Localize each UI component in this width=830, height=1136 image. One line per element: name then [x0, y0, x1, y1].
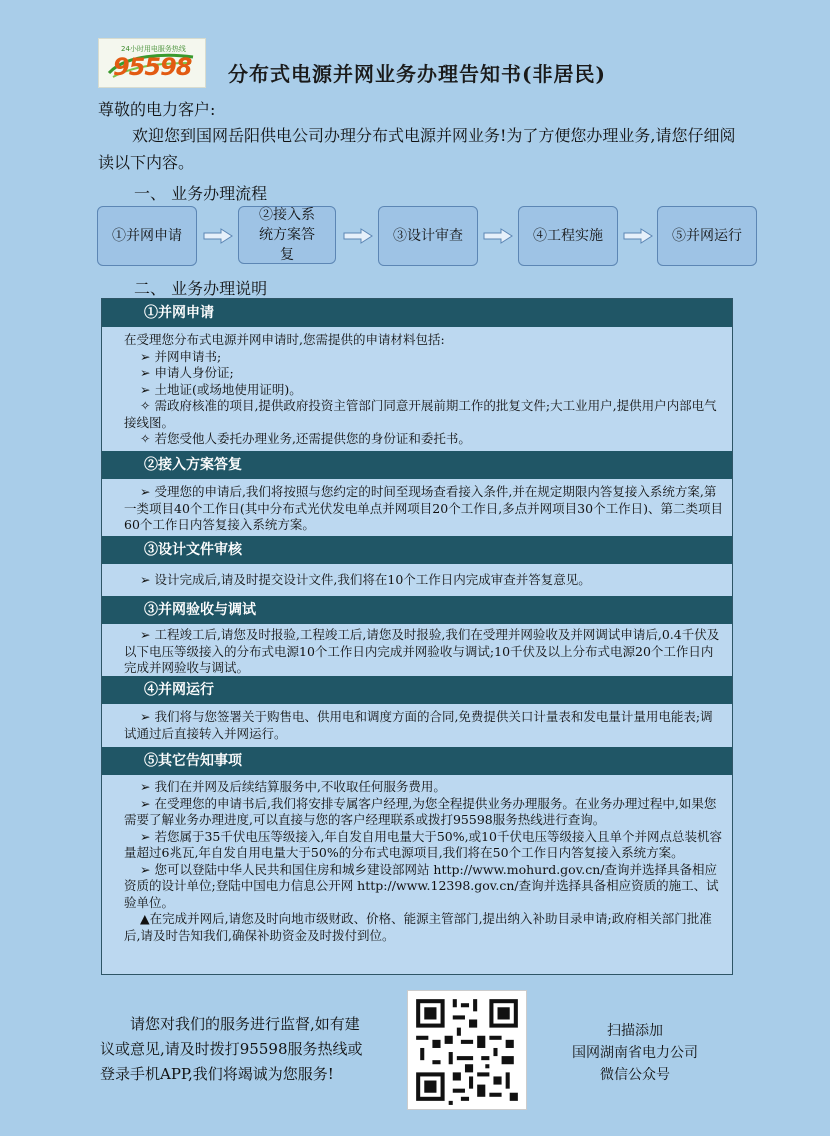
process-flow	[97, 206, 757, 266]
intro-paragraph: 欢迎您到国网岳阳供电公司办理分布式电源并网业务!为了方便您办理业务,请您仔细阅读以下内容。	[98, 126, 736, 172]
detail-body: ➢ 我们在并网及后续结算服务中,不收取任何服务费用。 ➢ 在受理您的申请书后,我们将安排专属客户经理,为您全程提供业务办理服务。在业务办理过程中,如果您需要了解业务办理进度,可以直接与您的客户经理联系或拨打95598服务热线进行查询。 ➢ 若您属于35千伏电压等级接入,年自发自用电量大于50%,或10千伏电压等级接入且单个并网点总装机容量超过6兆瓦,年自发自用电量大于50%的分布式电源项目,我们将在50个工作日内答复接入系统方案。 ➢ 您可以登陆中华人民共和国住房和城乡建设部网站 http://www.mohurd.gov.cn/查询并选择具备相应资质的设计单位;登陆中国电力信息公开网 http://www.12398.gov.cn/查询并选择具备相应资质的施工、试验单位。 ▲在完成并网后,请您及时向地市级财政、价格、能源主管部门,提出纳入补助目录申请;政府相关部门批准后,请及时告知我们,确保补助资金及时拨付到位。	[124, 779, 722, 943]
logo-tagline: 24小时用电服务热线	[121, 45, 186, 53]
footer-message: 请您对我们的服务进行监督,如有建议或意见,请及时拨打95598服务热线或登录手机APP,我们将竭诚为您服务!	[100, 1015, 363, 1083]
greeting: 尊敬的电力客户:	[98, 100, 216, 119]
detail-body: ➢ 工程竣工后,请您及时报验,工程竣工后,请您及时报验,我们在受理并网验收及并网调试申请后,0.4千伏及以下电压等级接入的分布式电源10个工作日内完成并网验收与调试;10千伏及以上分布式电源20个工作日内完成并网验收与调试。	[124, 627, 720, 675]
arrow-right-icon	[203, 228, 233, 244]
arrow-right-icon	[483, 228, 513, 244]
page-title: 分布式电源并网业务办理告知书(非居民)	[228, 62, 606, 86]
detail-body: ➢ 受理您的申请后,我们将按照与您约定的时间至现场查看接入条件,并在规定期限内答复接入系统方案,第一类项目40个工作日(其中分布式光伏发电单点并网项目20个工作日,多点并网项目30个工作日)、第二类项目60个工作日内答复接入系统方案。	[124, 484, 723, 532]
detail-body: 在受理您分布式电源并网申请时,您需提供的申请材料包括: ➢ 并网申请书; ➢ 申请人身份证; ➢ 土地证(或场地使用证明)。 ✧ 需政府核准的项目,提供政府投资主管部门同意开展前期工作的批复文件;大工业用户,提供用户内部电气接线图。 ✧ 若您受他人委托办理业务,还需提供您的身份证和委托书。	[124, 332, 717, 446]
scan-instructions: 扫描添加 国网湖南省电力公司 微信公众号	[572, 1023, 698, 1083]
detail-header: ⑤其它告知事项	[102, 747, 732, 775]
logo-number: 95598	[113, 53, 192, 81]
detail-header: ②接入方案答复	[102, 451, 732, 479]
flow-step: ④工程实施	[518, 206, 618, 266]
detail-body: ➢ 设计完成后,请及时提交设计文件,我们将在10个工作日内完成审查并答复意见。	[140, 572, 591, 587]
section-heading-process: 一、 业务办理流程	[134, 184, 268, 203]
flow-step: ②接入系统方案答复	[238, 206, 336, 264]
detail-header: ④并网运行	[102, 676, 732, 704]
arrow-right-icon	[343, 228, 373, 244]
flow-step: ⑤并网运行	[657, 206, 757, 266]
flow-step: ①并网申请	[97, 206, 197, 266]
detail-header: ①并网申请	[102, 299, 732, 327]
flow-step: ③设计审查	[378, 206, 478, 266]
arrow-right-icon	[623, 228, 653, 244]
qr-code[interactable]	[407, 990, 527, 1110]
detail-header: ③并网验收与调试	[102, 596, 732, 624]
detail-body: ➢ 我们将与您签署关于购售电、供用电和调度方面的合同,免费提供关口计量表和发电量计量用电能表;调试通过后直接转入并网运行。	[124, 709, 713, 741]
section-heading-details: 二、 业务办理说明	[134, 279, 268, 298]
brand-logo	[98, 38, 206, 88]
detail-header: ③设计文件审核	[102, 536, 732, 564]
details-panel	[101, 298, 733, 975]
qr-code-icon	[408, 991, 526, 1109]
